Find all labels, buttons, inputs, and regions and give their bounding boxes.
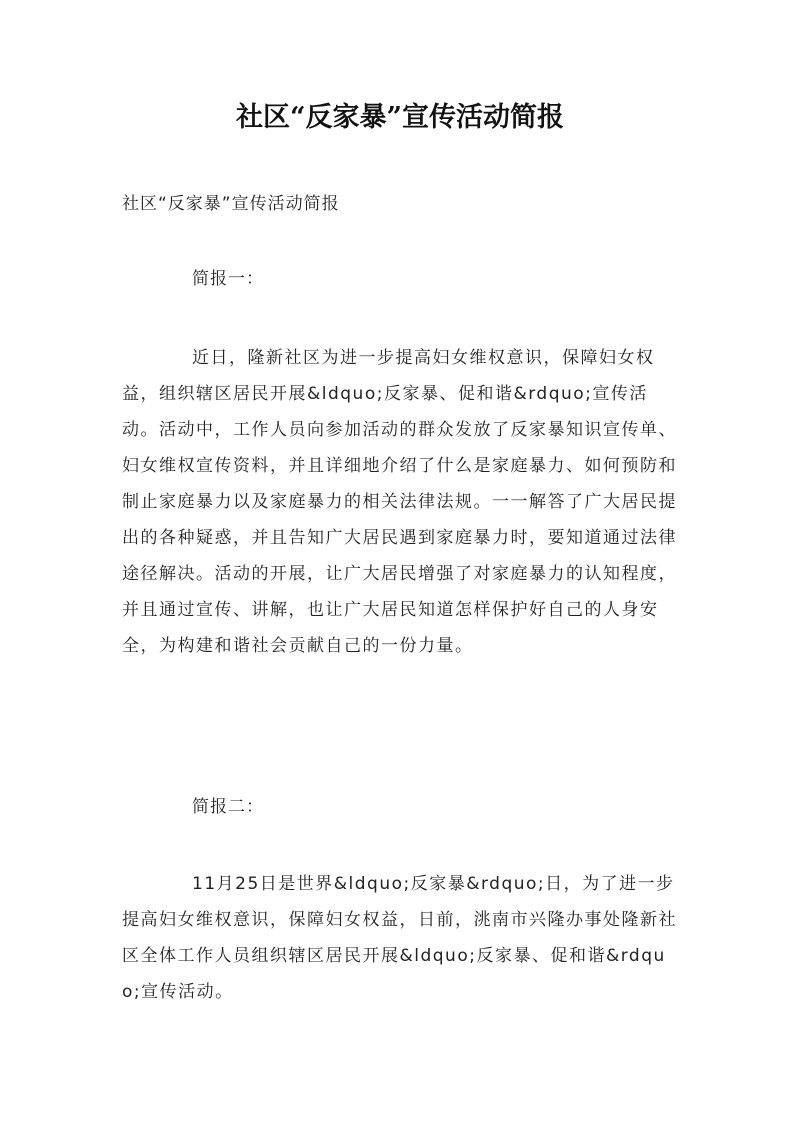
section-heading-2: 简报二：	[192, 797, 264, 817]
document-subtitle: 社区“反家暴”宣传活动简报	[122, 194, 340, 214]
document-title: 社区“反家暴”宣传活动简报	[235, 102, 565, 133]
section-heading-1: 简报一：	[192, 269, 264, 289]
section-body-2: 11月25日是世界&ldquo;反家暴&rdquo;日，为了进一步提高妇女维权意识，保障妇女权益，日前，洮南市兴隆办事处隆新社区全体工作人员组织辖区居民开展&ldquo;反家暴、促和谐&rdquo;宣传活动。	[122, 874, 677, 1002]
section-body-1: 近日，隆新社区为进一步提高妇女维权意识，保障妇女权益，组织辖区居民开展&ldquo;反家暴、促和谐&rdquo;宣传活动。活动中，工作人员向参加活动的群众发放了反家暴知识宣传单、妇女维权宣传资料，并且详细地介绍了什么是家庭暴力、如何预防和制止家庭暴力以及家庭暴力的相关法律法规。一一解答了广大居民提出的各种疑惑，并且告知广大居民遇到家庭暴力时，要知道通过法律途径解决。活动的开展，让广大居民增强了对家庭暴力的认知程度，并且通过宣传、讲解，也让广大居民知道怎样保护好自己的人身安全，为构建和谐社会贡献自己的一份力量。	[122, 348, 677, 656]
